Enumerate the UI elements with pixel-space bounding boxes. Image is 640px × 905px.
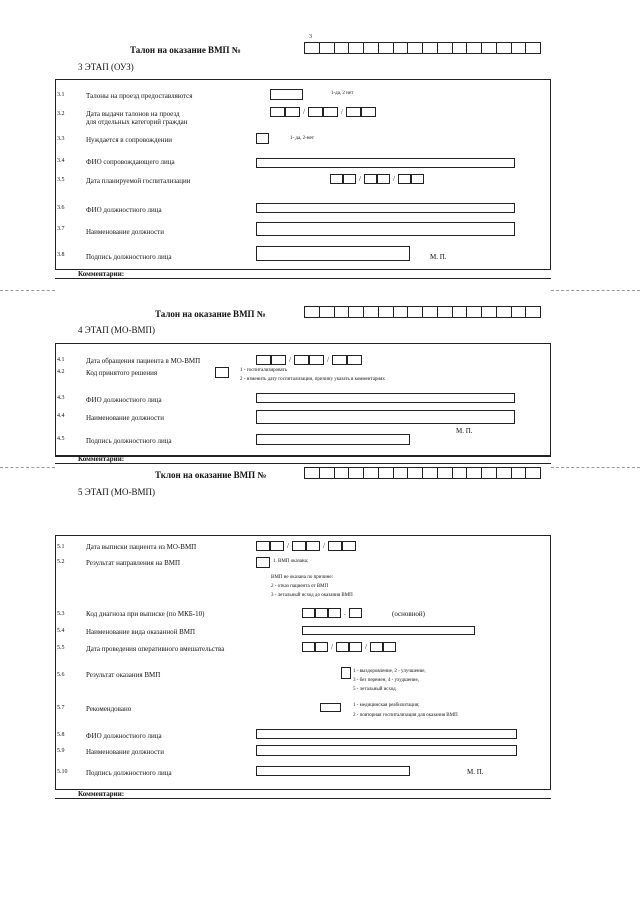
official-name-input[interactable] bbox=[256, 203, 515, 213]
row-num: 5.1 bbox=[57, 544, 65, 550]
signature-input[interactable] bbox=[256, 766, 410, 776]
stamp-label: М. П. bbox=[430, 253, 447, 261]
recommendation-input[interactable] bbox=[320, 703, 341, 712]
official-name-input[interactable] bbox=[256, 729, 517, 739]
position-input[interactable] bbox=[256, 410, 515, 424]
stamp-label: М. П. bbox=[456, 427, 473, 435]
page-number: 3 bbox=[309, 34, 312, 40]
row-num: 4.2 bbox=[57, 369, 65, 375]
field-hint: 1 - медицинская реабилитация; bbox=[353, 703, 420, 708]
discharge-date-input[interactable]: / / bbox=[256, 541, 356, 551]
field-hint: 1-да, 2 нет bbox=[331, 91, 354, 96]
travel-tickets-input[interactable] bbox=[270, 89, 303, 100]
field-label: ФИО должностного лица bbox=[86, 396, 162, 404]
field-hint: 2 - изменить дату госпитализации, причину указать в комментариях bbox=[240, 377, 385, 382]
signature-input[interactable] bbox=[256, 434, 410, 445]
row-num: 4.4 bbox=[57, 413, 65, 419]
ticket-title-2: Талон на оказание ВМП № bbox=[155, 309, 266, 319]
ticket-title-3: Тклон на оказание ВМП № bbox=[155, 470, 267, 480]
field-label: Результат оказания ВМП bbox=[86, 671, 161, 679]
stage3-title: 3 ЭТАП (ОУЗ) bbox=[78, 62, 134, 72]
field-label: Дата планируемой госпитализации bbox=[86, 177, 191, 185]
vmp-type-input[interactable] bbox=[302, 626, 475, 635]
row-num: 5.9 bbox=[57, 748, 65, 754]
row-num: 5.5 bbox=[57, 645, 65, 651]
row-num: 3.4 bbox=[57, 158, 65, 164]
row-num: 3.3 bbox=[57, 136, 65, 142]
field-label: Дата выписки пациента из МО-ВМП bbox=[86, 543, 197, 551]
field-label: Подпись должностного лица bbox=[86, 769, 172, 777]
row-num: 3.1 bbox=[57, 92, 65, 98]
row-num: 5.8 bbox=[57, 732, 65, 738]
field-hint: 5 - летальный исход bbox=[353, 687, 396, 692]
official-name-input[interactable] bbox=[256, 393, 515, 403]
ticket-number-grid-1[interactable] bbox=[304, 42, 541, 54]
stamp-label: М. П. bbox=[467, 768, 484, 776]
row-num: 3.2 bbox=[57, 111, 65, 117]
field-label: Наименование должности bbox=[86, 228, 164, 236]
diagnosis-code-input[interactable]: . bbox=[302, 608, 362, 618]
field-label: Код диагноза при выписке (по МКБ-10) bbox=[86, 610, 205, 618]
field-label: Дата обращения пациента в МО-ВМП bbox=[86, 357, 201, 365]
position-input[interactable] bbox=[256, 222, 515, 236]
diagnosis-main-label: (основной) bbox=[392, 610, 425, 618]
field-label: Дата выдачи талонов на проезд bbox=[86, 110, 180, 118]
row-num: 5.7 bbox=[57, 705, 65, 711]
field-hint: 1- да, 2-нет bbox=[290, 136, 314, 141]
field-label: Рекомендовано bbox=[86, 705, 132, 713]
row-num: 4.3 bbox=[57, 395, 65, 401]
field-hint: 2 - повторная госпитализация для оказания ВМП bbox=[353, 713, 458, 718]
field-hint: 3 - летальный исход до оказания ВМП bbox=[271, 593, 353, 598]
field-label: Код принятого решения bbox=[86, 369, 158, 377]
issue-date-input[interactable]: / / bbox=[270, 107, 376, 117]
row-num: 3.8 bbox=[57, 252, 65, 258]
row-num: 3.5 bbox=[57, 177, 65, 183]
field-label: Дата проведения оперативного вмешательства bbox=[86, 645, 225, 653]
field-hint: ВМП не оказана по причине: bbox=[271, 575, 333, 580]
row-num: 5.6 bbox=[57, 672, 65, 678]
field-label: Подпись должностного лица bbox=[86, 253, 172, 261]
row-num: 3.6 bbox=[57, 205, 65, 211]
field-label: ФИО должностного лица bbox=[86, 206, 162, 214]
field-label: Наименование должности bbox=[86, 414, 164, 422]
signature-input[interactable] bbox=[256, 246, 410, 261]
field-label: ФИО сопровождающего лица bbox=[86, 158, 175, 166]
ticket-number-grid-2[interactable] bbox=[304, 306, 541, 318]
row-num: 5.4 bbox=[57, 628, 65, 634]
field-hint: 1 - выздоровление, 2 - улучшение, bbox=[353, 669, 426, 674]
decision-code-input[interactable] bbox=[215, 367, 229, 378]
field-label: Наименование вида оказанной ВМП bbox=[86, 628, 196, 636]
visit-date-input[interactable]: / / bbox=[256, 355, 362, 365]
surgery-date-input[interactable]: / / bbox=[302, 642, 396, 652]
position-input[interactable] bbox=[256, 745, 517, 756]
field-hint: 2 - отказ пациента от ВМП bbox=[271, 584, 329, 589]
stage4-comments: Комментарии: bbox=[78, 455, 125, 463]
referral-result-input[interactable] bbox=[256, 557, 270, 568]
stage4-title: 4 ЭТАП (МО-ВМП) bbox=[78, 325, 155, 335]
escort-name-input[interactable] bbox=[256, 158, 515, 168]
field-label: Талоны на проезд предоставляются bbox=[86, 92, 193, 100]
ticket-title-1: Талон на оказание ВМП № bbox=[130, 45, 241, 55]
field-label: Нуждается в сопровождении bbox=[86, 136, 173, 144]
row-num: 4.1 bbox=[57, 357, 65, 363]
stage5-comments: Комментарии: bbox=[78, 790, 125, 798]
field-label: Подпись должностного лица bbox=[86, 437, 172, 445]
field-label: ФИО должностного лица bbox=[86, 732, 162, 740]
row-num: 3.7 bbox=[57, 226, 65, 232]
row-num: 5.2 bbox=[57, 559, 65, 565]
row-num: 5.10 bbox=[57, 769, 68, 775]
row-num: 4.5 bbox=[57, 436, 65, 442]
field-label: Результат направления на ВМП bbox=[86, 559, 181, 567]
row-num: 5.3 bbox=[57, 611, 65, 617]
hospitalization-date-input[interactable]: / / bbox=[330, 174, 424, 184]
ticket-number-grid-3[interactable] bbox=[304, 467, 541, 479]
stage5-title: 5 ЭТАП (МО-ВМП) bbox=[78, 487, 155, 497]
stage3-comments: Комментарии: bbox=[78, 270, 125, 278]
field-hint: 1 - госпитализировать bbox=[240, 368, 287, 373]
field-hint: 3 - без перемен, 4 - ухудшение, bbox=[353, 678, 419, 683]
vmp-result-input[interactable] bbox=[341, 667, 351, 679]
escort-needed-input[interactable] bbox=[256, 133, 269, 144]
field-label: Наименование должности bbox=[86, 748, 164, 756]
field-hint: 1. ВМП оказана; bbox=[273, 559, 309, 564]
field-label-2: для отдельных категорий граждан bbox=[86, 118, 188, 126]
